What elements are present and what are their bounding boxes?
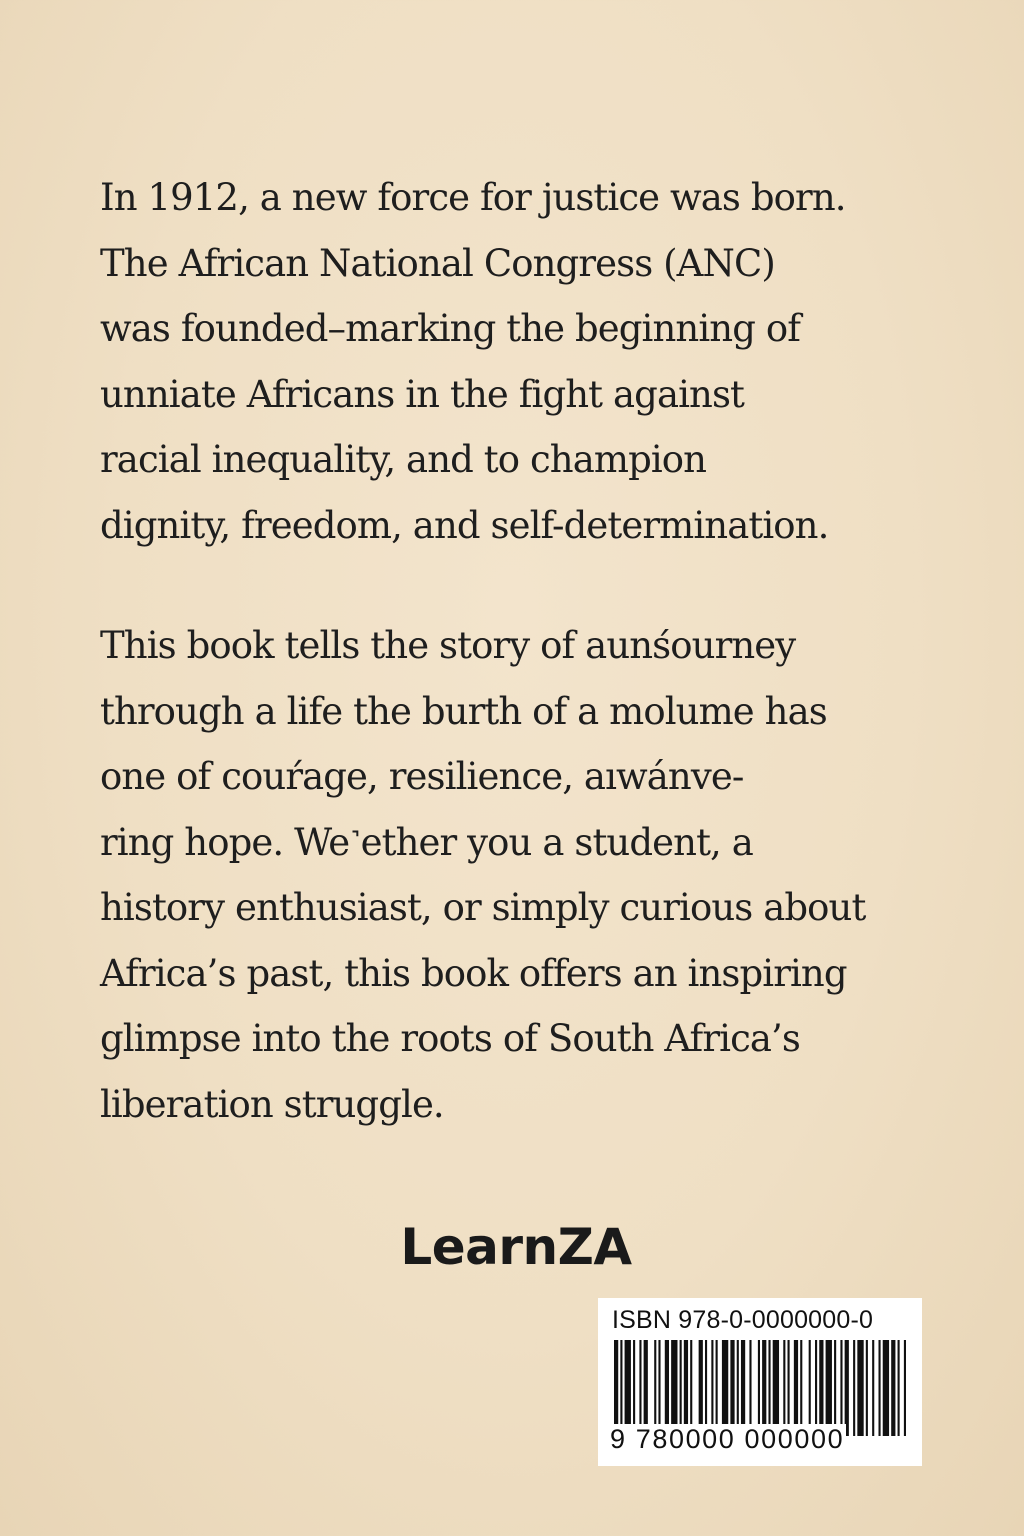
blurb-line: racial inequality, and to champion [100,438,707,481]
barcode-digits: 9 780000 000000 [610,1424,845,1454]
publisher-logo: LearnZA [400,1218,632,1276]
blurb-line: The African National Congress (ANC) [100,241,775,285]
blurb-paragraph-1 [100,165,940,558]
blurb-line: one of couŕage, resilience, aıwánve- [100,755,744,798]
blurb-line: ring hope. We˺ether you a student, a [100,820,753,864]
blurb-line: glimpse into the roots of South Africa’s [100,1017,801,1060]
blurb-paragraph-2 [100,613,940,1137]
blurb-line: history enthusiast, or simply curious about [100,886,866,929]
blurb-line: dignity, freedom, and self-determination. [100,503,829,547]
blurb-line: This book tells the story of aunśourney [100,624,796,667]
isbn-label: ISBN 978-0-0000000-0 [612,1306,874,1334]
isbn-barcode-box [598,1298,922,1466]
blurb-line: through a life the burth of a molume has [100,689,827,733]
blurb-line: unniate Africans in the fight against [100,372,745,416]
blurb-line: was founded–marking the beginning of [100,307,801,350]
blurb-line: In 1912, a new force for justice was born. [100,176,846,219]
blurb-line: Africa’s past, this book offers an inspiring [100,951,847,995]
blurb-line: liberation struggle. [100,1082,444,1126]
barcode-icon [614,1340,906,1436]
